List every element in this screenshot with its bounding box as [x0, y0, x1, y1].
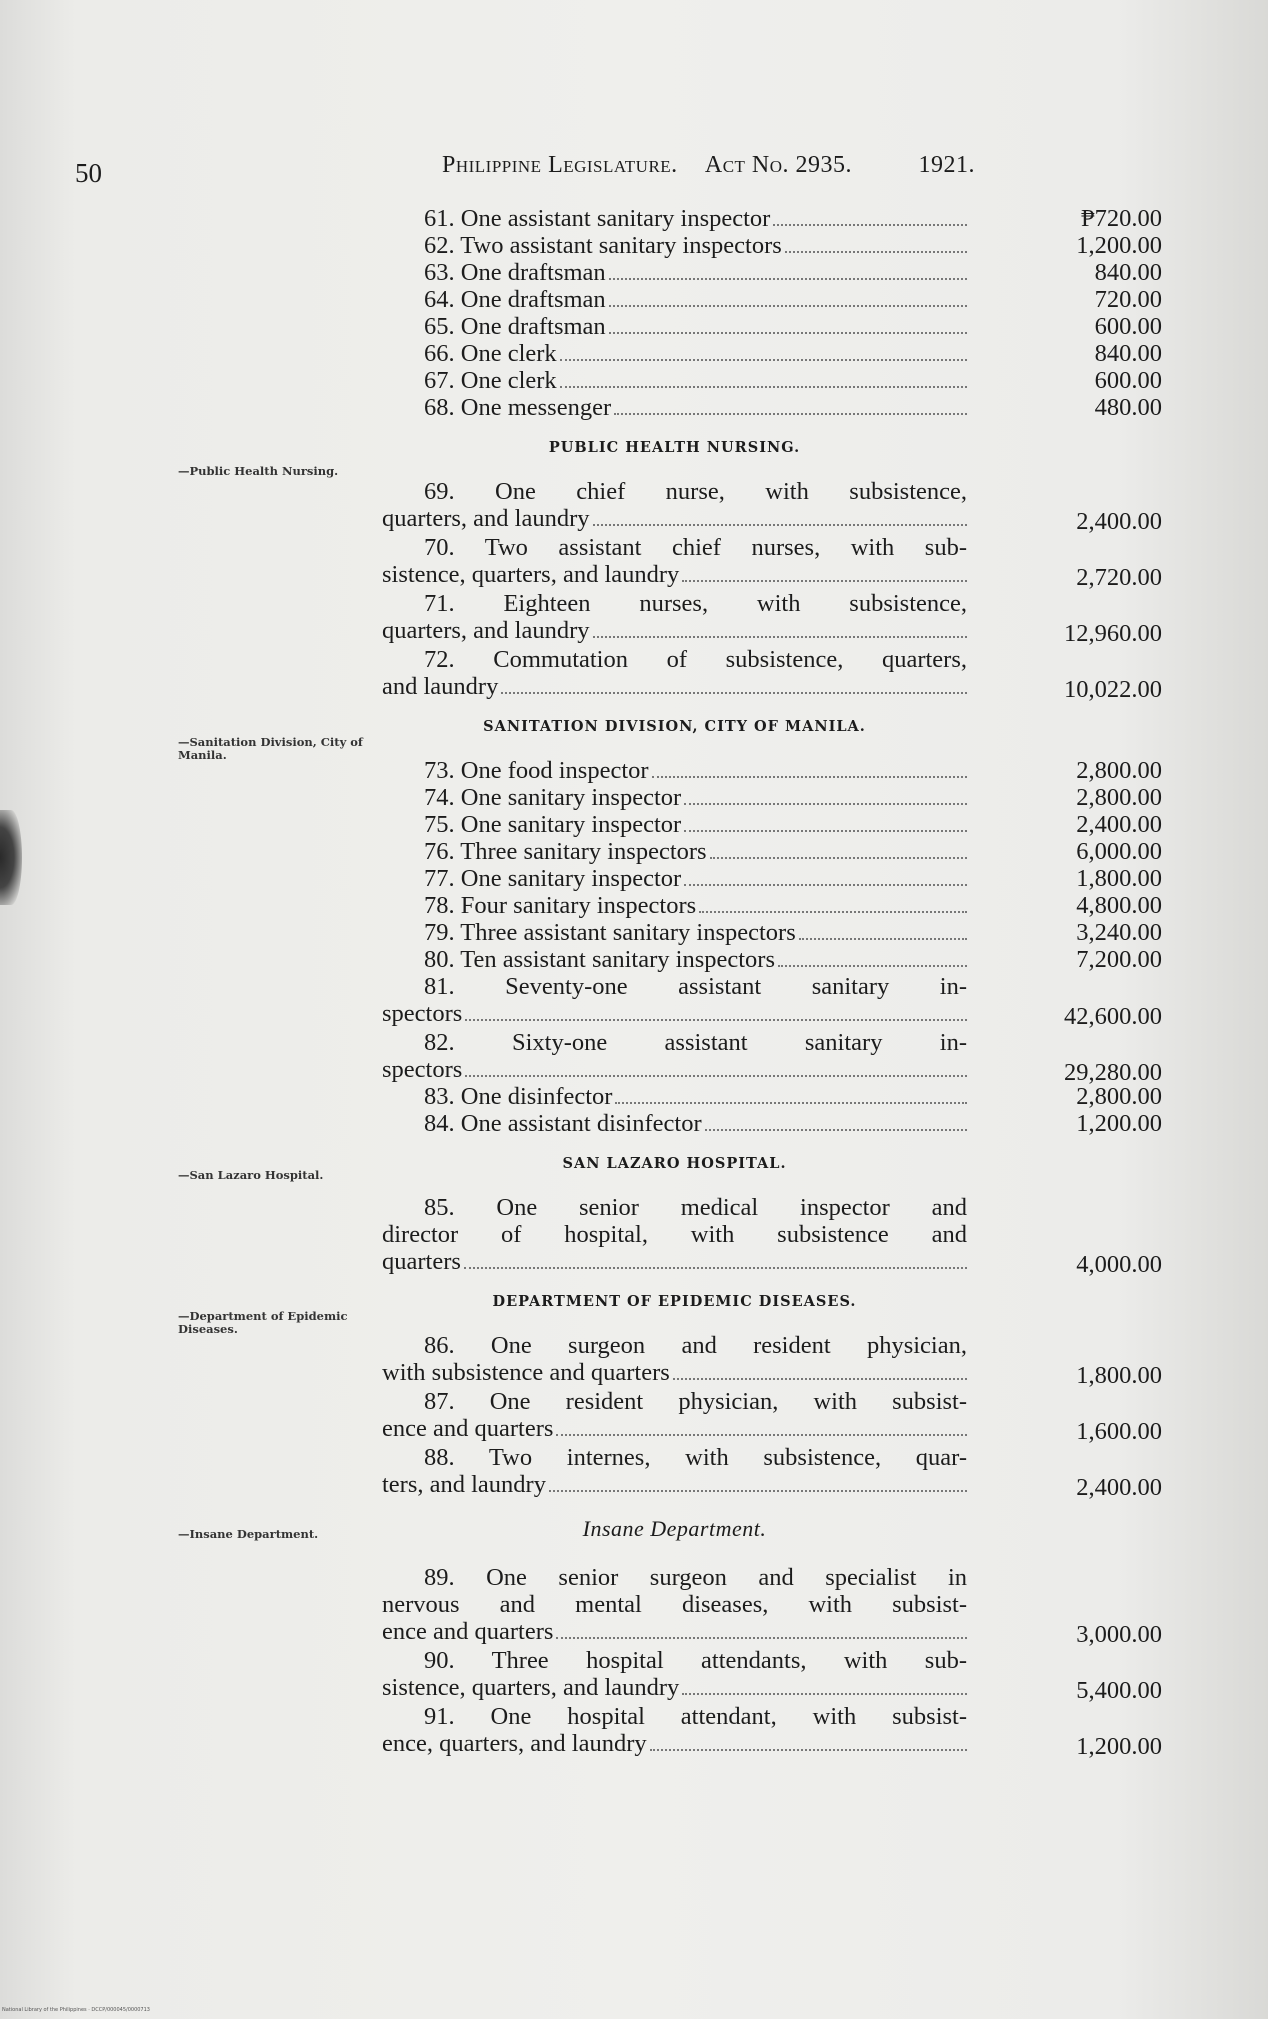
list-item [382, 394, 1172, 421]
dot-leader [710, 838, 967, 859]
item-amount: 840.00 [1094, 259, 1162, 286]
item-amount: 1,200.00 [1076, 232, 1162, 259]
item-text: sistence, quarters, and laundry [382, 561, 680, 588]
item-text: 62. Two assistant sanitary inspectors [424, 232, 782, 259]
item-amount: 2,720.00 [1076, 564, 1162, 591]
item-text: 73. One food inspector [424, 757, 649, 784]
item-text: 72. Commutation of subsistence, quarters, [424, 646, 967, 673]
dot-leader [778, 946, 967, 967]
item-text: 70. Two assistant chief nurses, with sub- [424, 534, 967, 561]
item-text: 91. One hospital attendant, with subsist- [424, 1703, 967, 1730]
dot-leader [556, 1415, 967, 1436]
dot-leader [684, 784, 967, 805]
item-text: 84. One assistant disinfector [424, 1110, 702, 1137]
list-item [382, 1029, 1172, 1086]
item-amount: 3,240.00 [1076, 919, 1162, 946]
item-amount: 2,400.00 [1076, 811, 1162, 838]
item-text: 64. One draftsman [424, 286, 606, 313]
item-text: 89. One senior surgeon and specialist in [424, 1564, 967, 1591]
side-note-sanitation-division: —Sanitation Division, City of Manila. [178, 735, 363, 762]
side-note-public-health-nursing: —Public Health Nursing. [178, 464, 339, 478]
dot-leader [705, 1110, 967, 1131]
dot-leader [650, 1730, 967, 1751]
item-amount: 720.00 [1094, 286, 1162, 313]
section-heading: SANITATION DIVISION, CITY OF MANILA. [483, 718, 866, 735]
item-text: 66. One clerk [424, 340, 557, 367]
list-item [382, 232, 1172, 259]
list-item [382, 784, 1172, 811]
item-amount: 6,000.00 [1076, 838, 1162, 865]
item-text: 88. Two internes, with subsistence, quar- [424, 1444, 967, 1471]
item-text: 71. Eighteen nurses, with subsistence, [424, 590, 967, 617]
list-item [382, 919, 1172, 946]
item-text: ence and quarters [382, 1415, 554, 1442]
list-item [382, 367, 1172, 394]
side-note-san-lazaro: —San Lazaro Hospital. [178, 1168, 324, 1182]
scan-credit: National Library of the Philippines · DCCP/000045/0000713 [2, 2007, 150, 2013]
list-item [382, 1332, 1172, 1389]
item-amount: 2,400.00 [1076, 508, 1162, 535]
list-item [382, 1388, 1172, 1445]
item-text: 74. One sanitary inspector [424, 784, 682, 811]
dot-leader [699, 892, 967, 913]
side-note-insane-department: —Insane Department. [178, 1527, 319, 1541]
list-item [382, 1703, 1172, 1760]
appropriation-list [382, 205, 1172, 1760]
dot-leader [609, 286, 967, 307]
item-amount: 2,800.00 [1076, 1083, 1162, 1110]
list-item [382, 313, 1172, 340]
item-text: 90. Three hospital attendants, with sub- [424, 1647, 967, 1674]
item-text: spectors [382, 1056, 463, 1083]
item-text: 78. Four sanitary inspectors [424, 892, 697, 919]
item-text: 79. Three assistant sanitary inspectors [424, 919, 796, 946]
list-item [382, 892, 1172, 919]
item-text: 67. One clerk [424, 367, 557, 394]
item-amount: 1,200.00 [1076, 1110, 1162, 1137]
list-item [382, 1194, 1172, 1278]
dot-leader [652, 757, 967, 778]
act-year: 1921. [918, 152, 976, 178]
item-amount: 1,800.00 [1076, 1362, 1162, 1389]
dot-leader [614, 394, 967, 415]
item-text: 86. One surgeon and resident physician, [424, 1332, 967, 1359]
side-note-epidemic-diseases: —Department of Epidemic Diseases. [178, 1309, 348, 1336]
item-amount: 600.00 [1094, 313, 1162, 340]
item-text: ence and quarters [382, 1618, 554, 1645]
item-text: 68. One messenger [424, 394, 612, 421]
dot-leader [556, 1618, 967, 1639]
item-amount: 2,800.00 [1076, 784, 1162, 811]
item-text: director of hospital, with subsistence and [382, 1221, 967, 1248]
page-number: 50 [75, 158, 102, 188]
list-item [382, 534, 1172, 591]
dot-leader [773, 205, 967, 226]
item-text: 76. Three sanitary inspectors [424, 838, 707, 865]
item-amount: 12,960.00 [1064, 620, 1162, 647]
item-amount: 480.00 [1094, 394, 1162, 421]
item-text: spectors [382, 1000, 463, 1027]
item-amount: 42,600.00 [1064, 1003, 1162, 1030]
list-item [382, 205, 1172, 232]
list-item [382, 590, 1172, 647]
running-head [442, 152, 975, 179]
dot-leader [615, 1083, 967, 1104]
dot-leader [560, 367, 967, 388]
list-item [382, 646, 1172, 703]
dot-leader [549, 1471, 967, 1492]
item-amount: 2,400.00 [1076, 1474, 1162, 1501]
item-text: quarters, and laundry [382, 505, 590, 532]
dot-leader [465, 1056, 967, 1077]
item-text: 81. Seventy-one assistant sanitary in- [424, 973, 967, 1000]
item-text: 87. One resident physician, with subsist- [424, 1388, 967, 1415]
list-item [382, 259, 1172, 286]
section-heading: DEPARTMENT OF EPIDEMIC DISEASES. [492, 1293, 857, 1310]
item-text: 63. One draftsman [424, 259, 606, 286]
list-item [382, 1444, 1172, 1501]
list-item [382, 1110, 1172, 1137]
dot-leader [684, 811, 967, 832]
dot-leader [684, 865, 967, 886]
item-text: 83. One disinfector [424, 1083, 613, 1110]
dot-leader [609, 313, 967, 334]
item-text: ence, quarters, and laundry [382, 1730, 647, 1757]
item-text: ters, and laundry [382, 1471, 546, 1498]
section-heading: PUBLIC HEALTH NURSING. [548, 439, 801, 456]
list-item [382, 811, 1172, 838]
item-text: 82. Sixty-one assistant sanitary in- [424, 1029, 967, 1056]
publication-title: Philippine Legislature. [442, 152, 678, 178]
list-item [382, 838, 1172, 865]
item-text: 61. One assistant sanitary inspector [424, 205, 771, 232]
section-heading: Insane Department. [582, 1516, 767, 1541]
list-item [382, 1083, 1172, 1110]
item-amount: 10,022.00 [1064, 676, 1162, 703]
list-item [382, 946, 1172, 973]
item-amount: 4,000.00 [1076, 1251, 1162, 1278]
list-item [382, 286, 1172, 313]
item-amount: 7,200.00 [1076, 946, 1162, 973]
item-amount: 1,800.00 [1076, 865, 1162, 892]
dot-leader [609, 259, 967, 280]
dot-leader [799, 919, 967, 940]
item-text: 75. One sanitary inspector [424, 811, 682, 838]
list-item [382, 1647, 1172, 1704]
item-text: 80. Ten assistant sanitary inspectors [424, 946, 775, 973]
dot-leader [464, 1248, 967, 1269]
page-edge-shadow [0, 810, 22, 905]
dot-leader [560, 340, 967, 361]
item-text: 77. One sanitary inspector [424, 865, 682, 892]
dot-leader [593, 617, 968, 638]
dot-leader [682, 561, 967, 582]
list-item [382, 478, 1172, 535]
item-text: and laundry [382, 673, 499, 700]
act-number: Act No. 2935. [704, 152, 853, 178]
item-text: with subsistence and quarters [382, 1359, 670, 1386]
item-text: quarters [382, 1248, 461, 1275]
item-amount: 600.00 [1094, 367, 1162, 394]
item-amount: 5,400.00 [1076, 1677, 1162, 1704]
item-text: sistence, quarters, and laundry [382, 1674, 680, 1701]
item-amount: 1,600.00 [1076, 1418, 1162, 1445]
item-amount: ₱720.00 [1080, 205, 1162, 232]
list-item [382, 757, 1172, 784]
list-item [382, 973, 1172, 1030]
list-item [382, 865, 1172, 892]
item-text: 85. One senior medical inspector and [424, 1194, 967, 1221]
item-text: 69. One chief nurse, with subsistence, [424, 478, 967, 505]
dot-leader [673, 1359, 967, 1380]
section-heading: SAN LAZARO HOSPITAL. [562, 1155, 787, 1172]
dot-leader [465, 1000, 967, 1021]
dot-leader [682, 1674, 967, 1695]
item-amount: 29,280.00 [1064, 1059, 1162, 1086]
item-amount: 1,200.00 [1076, 1733, 1162, 1760]
dot-leader [501, 673, 967, 694]
list-item [382, 1564, 1172, 1648]
item-amount: 4,800.00 [1076, 892, 1162, 919]
item-amount: 2,800.00 [1076, 757, 1162, 784]
list-item [382, 340, 1172, 367]
item-text: 65. One draftsman [424, 313, 606, 340]
item-text: nervous and mental diseases, with subsist- [382, 1591, 967, 1618]
dot-leader [593, 505, 968, 526]
item-text: quarters, and laundry [382, 617, 590, 644]
item-amount: 3,000.00 [1076, 1621, 1162, 1648]
dot-leader [785, 232, 967, 253]
item-amount: 840.00 [1094, 340, 1162, 367]
